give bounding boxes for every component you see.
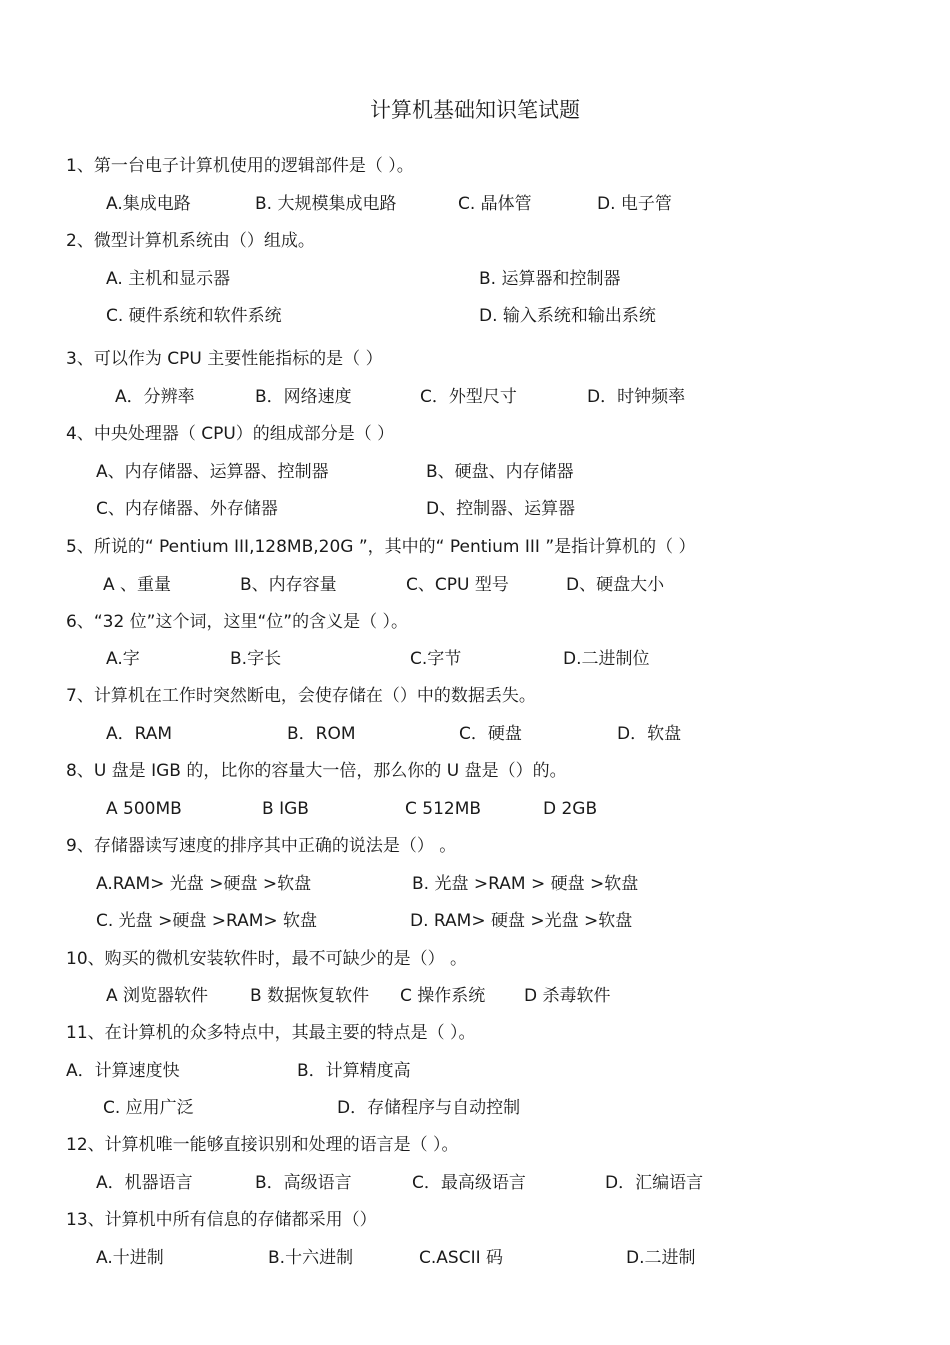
q1-option-c: C. 晶体管 [458,194,532,214]
q9-option-d: D. RAM> 硬盘 >光盘 >软盘 [410,911,633,931]
q8-option-d: D 2GB [543,799,598,819]
q2-option-c: C. 硬件系统和软件系统 [106,306,282,326]
q11-option-a: A．计算速度快 [66,1061,180,1081]
q3-option-b: B．网络速度 [255,387,352,407]
q11-option-d: D．存储程序与自动控制 [337,1098,521,1118]
question-3: 3、可以作为 CPU 主要性能指标的是（ ） [66,349,383,369]
q1-option-a: A.集成电路 [106,194,191,214]
q9-option-a: A.RAM> 光盘 >硬盘 >软盘 [96,874,312,894]
q3-option-d: D．时钟频率 [587,387,686,407]
q5-option-a: A 、重量 [103,575,172,595]
q2-option-b: B. 运算器和控制器 [479,269,621,289]
q1-option-d: D. 电子管 [597,194,672,214]
q10-option-b: B 数据恢复软件 [250,986,370,1006]
q13-option-a: A.十进制 [96,1248,164,1268]
q12-option-c: C．最高级语言 [412,1173,526,1193]
q2-option-a: A. 主机和显示器 [106,269,231,289]
q3-option-c: C．外型尺寸 [420,387,517,407]
page-title: 计算机基础知识笔试题 [370,98,580,122]
q2-option-d: D. 输入系统和输出系统 [479,306,656,326]
q4-option-b: B、硬盘、内存储器 [426,462,574,482]
question-8: 8、U 盘是 IGB 的，比你的容量大一倍，那么你的 U 盘是（）的。 [66,761,567,781]
q7-option-c: C．硬盘 [459,724,522,744]
question-10: 10、购买的微机安装软件时，最不可缺少的是（） 。 [66,949,468,969]
q6-option-d: D.二进制位 [563,649,650,669]
question-7: 7、计算机在工作时突然断电，会使存储在（）中的数据丢失。 [66,686,536,706]
q5-option-b: B、内存容量 [240,575,337,595]
q7-option-a: A．RAM [106,724,173,744]
q4-option-d: D、控制器、运算器 [426,499,576,519]
q12-option-a: A．机器语言 [96,1173,193,1193]
q3-option-a: A．分辨率 [115,387,195,407]
q4-option-a: A、内存储器、运算器、控制器 [96,462,329,482]
q6-option-c: C.字节 [410,649,462,669]
q8-option-c: C 512MB [405,799,482,819]
q8-option-b: B IGB [262,799,309,819]
question-11: 11、在计算机的众多特点中，其最主要的特点是（ ）。 [66,1023,476,1043]
question-6: 6、“32 位”这个词，这里“位”的含义是（ ）。 [66,612,408,632]
question-1: 1、第一台电子计算机使用的逻辑部件是（ ）。 [66,156,414,176]
q13-option-d: D.二进制 [626,1248,696,1268]
q1-option-b: B. 大规模集成电路 [255,194,397,214]
q11-option-b: B．计算精度高 [297,1061,411,1081]
question-13: 13、计算机中所有信息的存储都采用（） [66,1210,377,1230]
q4-option-c: C、内存储器、外存储器 [96,499,278,519]
q10-option-c: C 操作系统 [400,986,486,1006]
q5-option-d: D、硬盘大小 [566,575,665,595]
q9-option-b: B. 光盘 >RAM > 硬盘 >软盘 [412,874,639,894]
q11-option-c: C. 应用广泛 [103,1098,194,1118]
q12-option-d: D．汇编语言 [605,1173,704,1193]
q7-option-b: B．ROM [287,724,356,744]
q13-option-c: C.ASCII 码 [419,1248,503,1268]
q9-option-c: C. 光盘 >硬盘 >RAM> 软盘 [96,911,318,931]
q8-option-a: A 500MB [106,799,182,819]
q13-option-b: B.十六进制 [268,1248,354,1268]
q5-option-c: C、CPU 型号 [406,575,509,595]
question-2: 2、微型计算机系统由（）组成。 [66,231,315,251]
q10-option-a: A 浏览器软件 [106,986,209,1006]
question-12: 12、计算机唯一能够直接识别和处理的语言是（ ）。 [66,1135,459,1155]
q10-option-d: D 杀毒软件 [524,986,611,1006]
question-5: 5、所说的“ Pentium III,128MB,20G ”，其中的“ Pentium III ”是指计算机的（ ） [66,537,696,557]
question-4: 4、中央处理器（ CPU）的组成部分是（ ） [66,424,395,444]
question-9: 9、存储器读写速度的排序其中正确的说法是（） 。 [66,836,457,856]
q12-option-b: B．高级语言 [255,1173,352,1193]
q6-option-a: A.字 [106,649,140,669]
q7-option-d: D．软盘 [617,724,682,744]
q6-option-b: B.字长 [230,649,282,669]
